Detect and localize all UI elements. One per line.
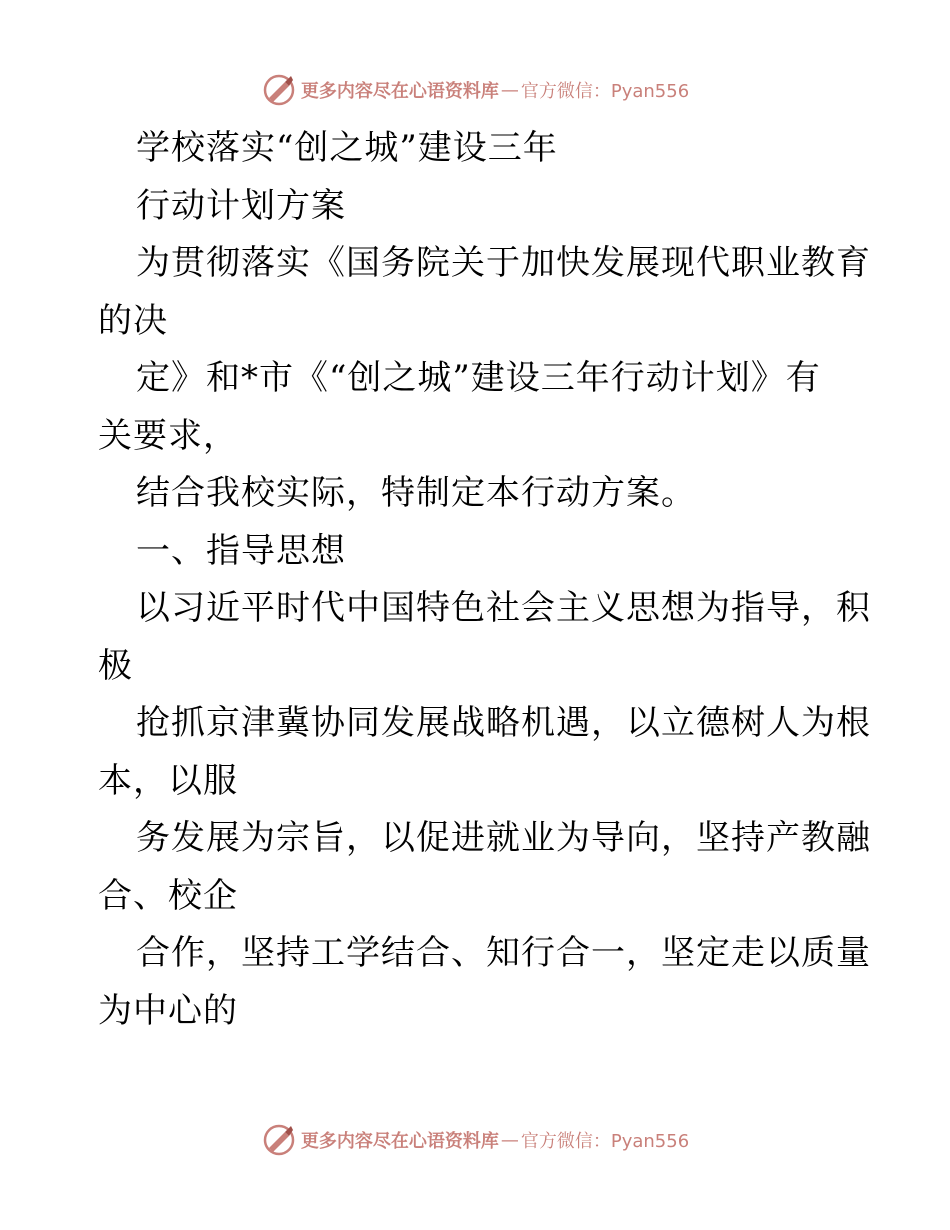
- text-line: 为中心的: [98, 990, 238, 1031]
- header-watermark: [0, 70, 950, 110]
- pen-logo-icon: [261, 72, 297, 108]
- watermark-separator: —: [500, 79, 519, 101]
- watermark-text: 更多内容尽在心语资料库: [300, 1131, 499, 1152]
- footer-watermark: [0, 1120, 950, 1160]
- text-line: 学校落实“创之城”建设三年: [136, 128, 558, 168]
- text-line: 一、指导思想: [136, 530, 346, 571]
- watermark-text: 更多内容尽在心语资料库: [300, 81, 499, 102]
- text-line: 定》和*市《“创之城”建设三年行动计划》有: [136, 358, 821, 398]
- text-line: 以习近平时代中国特色社会主义思想为指导，积: [136, 588, 871, 628]
- document-body: [98, 120, 871, 1040]
- text-line: 结合我校实际，特制定本行动方案。: [136, 473, 696, 513]
- watermark-contact: 官方微信：Pyan556: [520, 1131, 690, 1152]
- text-line: 极: [98, 645, 133, 686]
- text-line: 关要求，: [98, 415, 238, 456]
- text-line: 为贯彻落实《国务院关于加快发展现代职业教育: [136, 243, 871, 283]
- text-line: 本，以服: [98, 760, 238, 801]
- text-line: 的决: [98, 300, 168, 341]
- text-line: 抢抓京津冀协同发展战略机遇，以立德树人为根: [136, 703, 871, 743]
- watermark-contact: 官方微信：Pyan556: [520, 81, 690, 102]
- watermark-separator: —: [500, 1129, 519, 1151]
- text-line: 务发展为宗旨，以促进就业为导向，坚持产教融: [136, 818, 871, 858]
- text-line: 行动计划方案: [136, 185, 346, 226]
- pen-logo-icon: [261, 1122, 297, 1158]
- text-line: 合、校企: [98, 875, 238, 916]
- text-line: 合作，坚持工学结合、知行合一，坚定走以质量: [136, 933, 871, 973]
